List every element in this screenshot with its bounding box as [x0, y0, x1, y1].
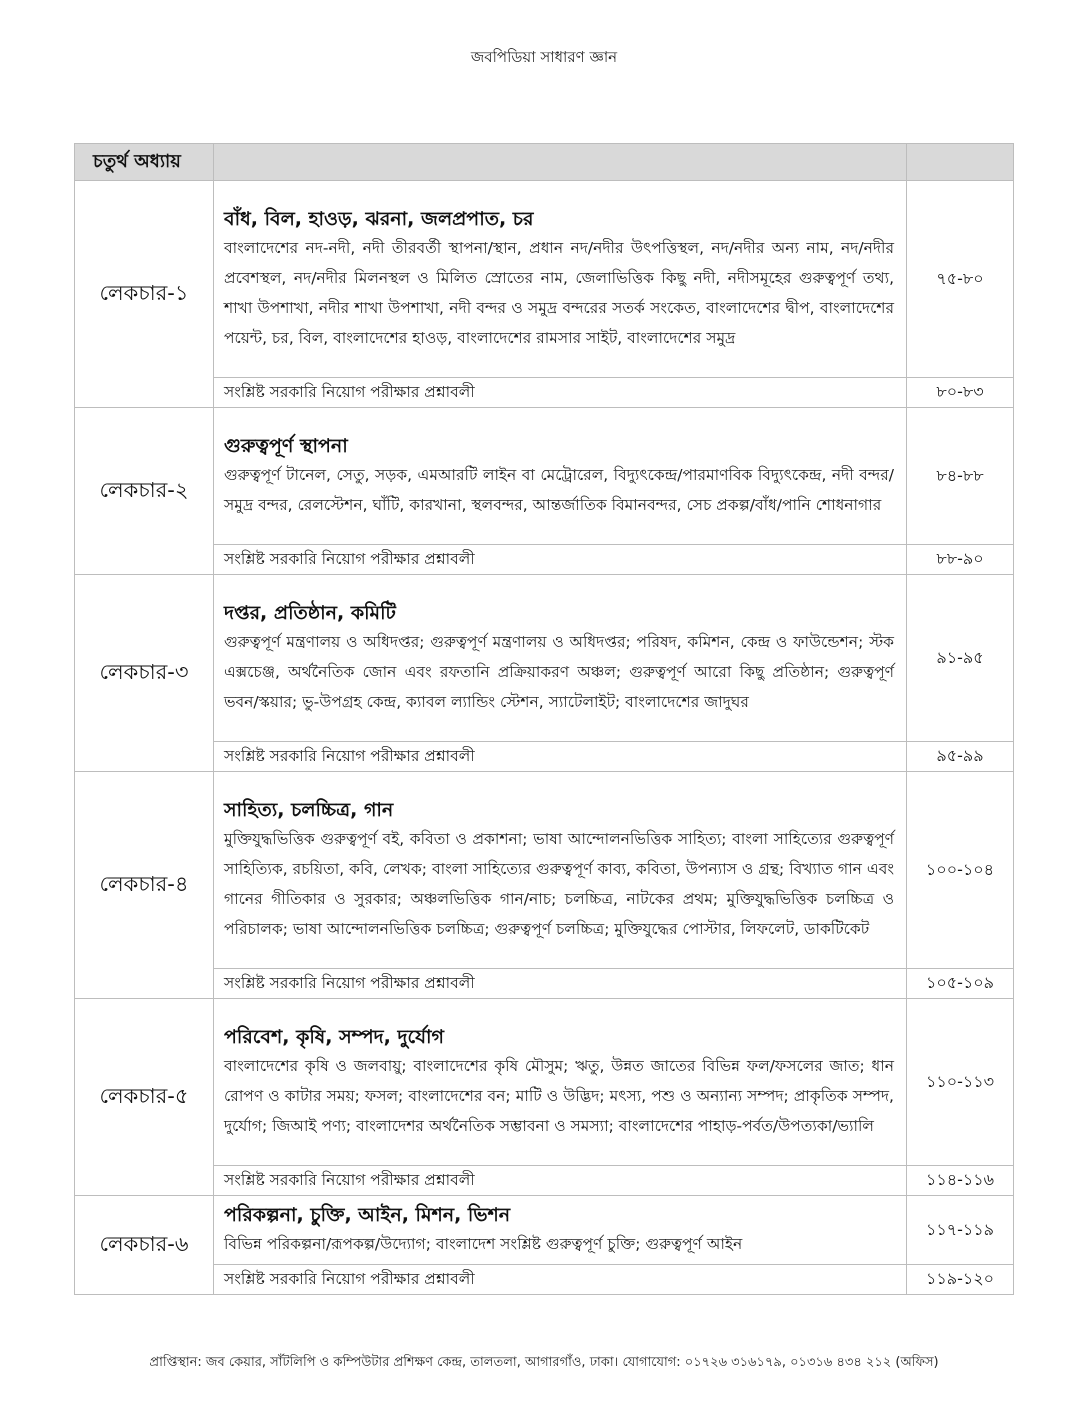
question-row: [75, 378, 1014, 408]
topic-title: পরিবেশ, কৃষি, সম্পদ, দুর্যোগ: [224, 1026, 445, 1048]
contents-table: [74, 143, 1014, 1295]
lecture-content: [214, 408, 907, 545]
lecture-name: লেকচার-১: [75, 181, 214, 408]
topic-title: পরিকল্পনা, চুক্তি, আইন, মিশন, ভিশন: [224, 1204, 511, 1226]
topic-description: বিভিন্ন পরিকল্পনা/রূপকল্প/উদ্যোগ; বাংলাদেশ সংশ্লিষ্ট গুরুত্বপূর্ণ চুক্তি; গুরুত্বপূর্ণ আইন: [224, 1235, 743, 1253]
chapter-title: চতুর্থ অধ্যায়: [75, 144, 214, 181]
lecture-content: [214, 999, 907, 1166]
page-range: ৭৫-৮০: [907, 181, 1014, 378]
lecture-content: [214, 575, 907, 742]
topic-description: মুক্তিযুদ্ধভিত্তিক গুরুত্বপূর্ণ বই, কবিতা ও প্রকাশনা; ভাষা আন্দোলনভিত্তিক সাহিত্য; বাংলা সাহিত্যের গুরুত্বপূর্ণ সাহিত্যিক, রচয়িতা, কবি, লেখক; বাংলা সাহিত্যের গুরুত্বপূর্ণ কাব্য, কবিতা, উপন্যাস ও গ্রন্থ; বিখ্যাত গান এবং গানের গীতিকার ও সুরকার; অঞ্চলভিত্তিক গান/নাচ; চলচ্চিত্র, নাটকের প্রথম; মুক্তিযুদ্ধভিত্তিক চলচ্চিত্র ও পরিচালক; ভাষা আন্দোলনভিত্তিক চলচ্চিত্র; গুরুত্বপূর্ণ চলচ্চিত্র; মুক্তিযুদ্ধের পোস্টার, লিফলেট, ডাকটিকেট: [224, 830, 894, 938]
topic-title: দপ্তর, প্রতিষ্ঠান, কমিটি: [224, 602, 396, 624]
page-range: ১০০-১০৪: [907, 772, 1014, 969]
question-label: সংশ্লিষ্ট সরকারি নিয়োগ পরীক্ষার প্রশ্নাবলী: [214, 969, 907, 999]
question-label: সংশ্লিষ্ট সরকারি নিয়োগ পরীক্ষার প্রশ্নাবলী: [214, 742, 907, 772]
page-header: জবপিডিয়া সাধারণ জ্ঞান: [470, 48, 618, 66]
lecture-name: লেকচার-৪: [75, 772, 214, 999]
header-cell-empty: [907, 144, 1014, 181]
topic-description: গুরুত্বপূর্ণ মন্ত্রণালয় ও অধিদপ্তর; গুরুত্বপূর্ণ মন্ত্রণালয় ও অধিদপ্তর; পরিষদ, কমিশন, কেন্দ্র ও ফাউন্ডেশন; স্টক এক্সচেঞ্জ, অর্থনৈতিক জোন এবং রফতানি প্রক্রিয়াকরণ অঞ্চল; গুরুত্বপূর্ণ আরো কিছু প্রতিষ্ঠান; গুরুত্বপূর্ণ ভবন/স্কয়ার; ভু-উপগ্রহ কেন্দ্র, ক্যাবল ল্যান্ডিং স্টেশন, স্যাটেলাইট; বাংলাদেশের জাদুঘর: [224, 633, 894, 711]
question-label: সংশ্লিষ্ট সরকারি নিয়োগ পরীক্ষার প্রশ্নাবলী: [214, 1265, 907, 1295]
question-page-range: ১১৯-১২০: [907, 1265, 1014, 1295]
question-page-range: ৯৫-৯৯: [907, 742, 1014, 772]
topic-title: বাঁধ, বিল, হাওড়, ঝরনা, জলপ্রপাত, চর: [224, 208, 534, 230]
question-row: [75, 742, 1014, 772]
lecture-row: [75, 181, 1014, 378]
question-label: সংশ্লিষ্ট সরকারি নিয়োগ পরীক্ষার প্রশ্নাবলী: [214, 378, 907, 408]
topic-description: বাংলাদেশের কৃষি ও জলবায়ু; বাংলাদেশের কৃষি মৌসুম; ঋতু, উন্নত জাতের বিভিন্ন ফল/ফসলের জাত; ধান রোপণ ও কাটার সময়; ফসল; বাংলাদেশের বন; মাটি ও উদ্ভিদ; মৎস্য, পশু ও অন্যান্য সম্পদ; প্রাকৃতিক সম্পদ, দুর্যোগ; জিআই পণ্য; বাংলাদেশর অর্থনৈতিক সম্ভাবনা ও সমস্যা; বাংলাদেশের পাহাড়-পর্বত/উপত্যকা/ভ্যালি: [224, 1057, 894, 1135]
lecture-content: [214, 181, 907, 378]
topic-description: গুরুত্বপূর্ণ টানেল, সেতু, সড়ক, এমআরটি লাইন বা মেট্রোরেল, বিদ্যুৎকেন্দ্র/পারমাণবিক বিদ্যুৎকেন্দ্র, নদী বন্দর/সমুদ্র বন্দর, রেলস্টেশন, ঘাঁটি, কারখানা, স্থলবন্দর, আন্তর্জাতিক বিমানবন্দর, সেচ প্রকল্প/বাঁধ/পানি শোধনাগার: [224, 466, 894, 514]
question-page-range: ১১৪-১১৬: [907, 1166, 1014, 1196]
header-cell-empty: [214, 144, 907, 181]
page-range: ৮৪-৮৮: [907, 408, 1014, 545]
question-row: [75, 545, 1014, 575]
lecture-row: [75, 408, 1014, 545]
page-range: ১১০-১১৩: [907, 999, 1014, 1166]
lecture-row: [75, 999, 1014, 1166]
lecture-row: [75, 575, 1014, 742]
lecture-name: লেকচার-৩: [75, 575, 214, 772]
topic-title: সাহিত্য, চলচ্চিত্র, গান: [224, 799, 394, 821]
lecture-content: [214, 772, 907, 969]
question-label: সংশ্লিষ্ট সরকারি নিয়োগ পরীক্ষার প্রশ্নাবলী: [214, 1166, 907, 1196]
page-range: ১১৭-১১৯: [907, 1196, 1014, 1265]
page-range: ৯১-৯৫: [907, 575, 1014, 742]
lecture-name: লেকচার-২: [75, 408, 214, 575]
question-page-range: ১০৫-১০৯: [907, 969, 1014, 999]
lecture-row: [75, 772, 1014, 969]
chapter-header-row: [75, 144, 1014, 181]
page-footer: প্রাপ্তিস্থান: জব কেয়ার, সাঁটলিপি ও কম্পিউটার প্রশিক্ষণ কেন্দ্র, তালতলা, আগারগাঁও, ঢাকা। যোগাযোগ: ০১৭২৬ ৩১৬১৭৯, ০১৩১৬ ৪৩৪ ২১২ (অফিস): [149, 1355, 939, 1370]
question-label: সংশ্লিষ্ট সরকারি নিয়োগ পরীক্ষার প্রশ্নাবলী: [214, 545, 907, 575]
lecture-content: [214, 1196, 907, 1265]
topic-description: বাংলাদেশের নদ-নদী, নদী তীরবর্তী স্থাপনা/স্থান, প্রধান নদ/নদীর উৎপত্তিস্থল, নদ/নদীর অন্য নাম, নদ/নদীর প্রবেশস্থল, নদ/নদীর মিলনস্থল ও মিলিত স্রোতের নাম, জেলাভিত্তিক কিছু নদী, নদীসমূহের গুরুত্বপূর্ণ তথ্য, শাখা উপশাখা, নদীর শাখা উপশাখা, নদী বন্দর ও সমুদ্র বন্দরের সতর্ক সংকেত, বাংলাদেশের দ্বীপ, বাংলাদেশের পয়েন্ট, চর, বিল, বাংলাদেশের হাওড়, বাংলাদেশের রামসার সাইট, বাংলাদেশের সমুদ্র: [224, 239, 894, 347]
lecture-row: [75, 1196, 1014, 1265]
question-row: [75, 1166, 1014, 1196]
question-page-range: ৮৮-৯০: [907, 545, 1014, 575]
question-row: [75, 1265, 1014, 1295]
topic-title: গুরুত্বপূর্ণ স্থাপনা: [224, 435, 348, 457]
question-page-range: ৮০-৮৩: [907, 378, 1014, 408]
lecture-name: লেকচার-৫: [75, 999, 214, 1196]
lecture-name: লেকচার-৬: [75, 1196, 214, 1295]
question-row: [75, 969, 1014, 999]
